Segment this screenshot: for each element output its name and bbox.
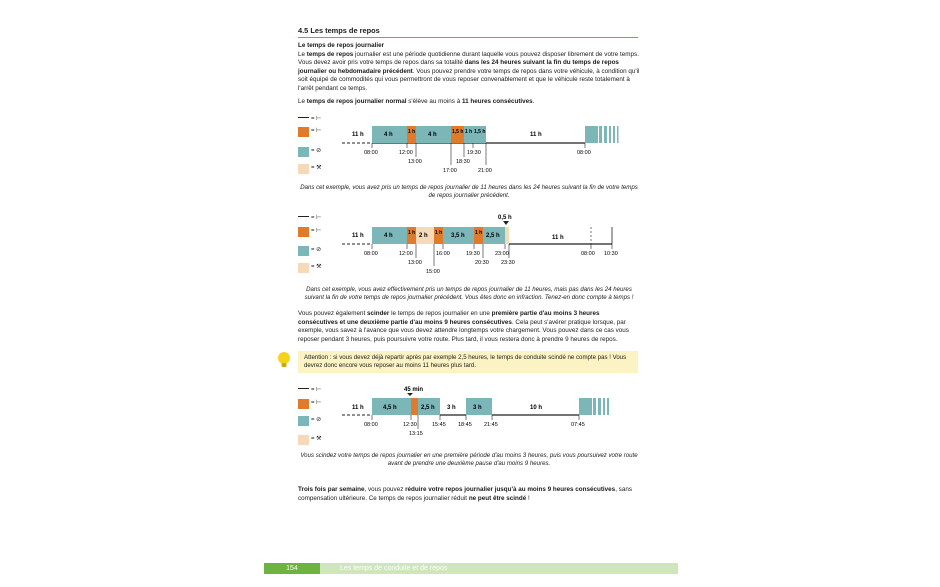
caption-1: Dans cet exemple, vous avez pris un temps de repos journalier de 11 heures dans les 24 heures suivant la fin de votre temps de repos journalier précédent. (300, 184, 638, 199)
bar-label: 11 h (352, 405, 364, 411)
text-run: Vous pouvez également (298, 310, 367, 317)
time-labels (364, 143, 591, 174)
time-label: 13:00 (408, 260, 422, 266)
bar-label: 11 h (530, 132, 542, 138)
bar-label: 11 h (552, 235, 564, 241)
hammer-icon: = ⚒ (311, 436, 322, 442)
time-label: 12:00 (399, 251, 413, 257)
tip-text: Attention : si vous devez déjà repartir après par exemple 2,5 heures, le temps de conduite scindé ne compte pas ! Vous devrez donc encore vous reposer au moins 11 heures plus tard. (304, 354, 627, 369)
bed-icon: = ⊢ (311, 215, 322, 221)
arrow-down-icon (503, 221, 509, 225)
rest-stripe (599, 126, 602, 143)
time-label: 12:00 (399, 150, 413, 156)
hammer-icon: = ⚒ (311, 165, 322, 171)
time-label: 23:30 (501, 260, 515, 266)
rest-stripe (604, 126, 607, 143)
time-label: 10:30 (604, 251, 618, 257)
driving-swatch (298, 127, 309, 137)
bold-text: temps de repos (306, 50, 354, 58)
time-label: 07:45 (571, 422, 585, 428)
lightbulb-icon (276, 351, 292, 369)
time-label: 12:30 (403, 422, 417, 428)
bold-text: ne peut être scindé (468, 494, 527, 502)
time-label: 15:00 (426, 269, 440, 275)
bold-text: temps de repos journalier normal (306, 97, 407, 105)
time-label: 21:00 (478, 168, 492, 174)
time-label: 23:00 (495, 251, 509, 257)
bold-text: Trois fois par semaine (298, 486, 365, 493)
intro-paragraph-1 (298, 51, 640, 94)
time-label: 16:00 (436, 251, 450, 257)
time-labels (364, 415, 585, 437)
text-run: journalier est une période quotidienne durant laquelle vous pouvez disposer librement de votre temps. Vous devez avoir pris votre temps de repos dans sa totalité (298, 50, 639, 67)
text-run: le temps de repos journalier en une (389, 310, 492, 317)
time-labels (364, 244, 618, 275)
time-label: 19:30 (466, 251, 480, 257)
rest-stripe (593, 398, 596, 415)
time-label: 17:00 (443, 168, 457, 174)
text-run: , vous pouvez (364, 486, 406, 493)
driving-swatch (298, 227, 309, 237)
steering-icon: = ⊢ (311, 400, 322, 406)
work-bar (505, 227, 509, 244)
reduce-paragraph (298, 486, 640, 503)
bar-label: 2,5 h (486, 233, 500, 239)
bar-label: 2,5 h (421, 405, 435, 411)
time-label: 08:00 (364, 251, 378, 257)
split-paragraph (298, 310, 640, 344)
hammer-icon: = ⚒ (311, 264, 322, 270)
bar-label: 11 h (352, 132, 364, 138)
rest-stripe (598, 398, 601, 415)
bar-label: 10 h (530, 405, 543, 411)
page-number: 154 (264, 563, 320, 574)
bar-label: 1 h (408, 230, 416, 236)
bar-label: 11 h (352, 233, 364, 239)
rest-line-icon (298, 117, 309, 118)
text-run: Le (298, 50, 307, 58)
bar-label: 4 h (428, 132, 437, 138)
time-label: 18:45 (458, 422, 472, 428)
text-run: . Cela peut s'avérer pratique lorsque, par exemple, vous savez à l'avance que vous devez attendre longtemps votre chargement. Vous pouvez dans ce cas vous reposer pendant 3 heures, puis poursuivre votre route. Plus tard, il vous restera donc à prendre 9 heures de repos. (298, 318, 629, 343)
tip-box (298, 351, 638, 373)
time-label: 13:15 (409, 431, 423, 437)
bar-label: 1 h (475, 230, 483, 236)
caption-2: Dans cet exemple, vous avez effectivement pris un temps de repos journalier de 11 heures, mais pas dans les 24 heures suivant la fin de votre temps de repos journalier précédent. Vous êtes donc en infraction. Tenez-en donc compte à temps ! (304, 286, 634, 301)
wheel-icon: = ⊘ (311, 417, 322, 423)
availability-swatch (298, 147, 309, 157)
rest-stripe (613, 126, 615, 143)
bold-text: réduire votre repos journalier jusqu'à au moins 9 heures consécutives (405, 486, 616, 493)
time-label: 08:00 (581, 251, 595, 257)
rest-line-icon (298, 216, 309, 217)
time-label: 08:00 (364, 150, 378, 156)
top-label: 0,5 h (498, 215, 512, 221)
section-title: 4.5 Les temps de repos (298, 26, 638, 38)
timeline-diagram-2 (340, 212, 630, 276)
text-run: s'élève au moins à (406, 97, 462, 105)
intro-text (298, 42, 640, 106)
arrow-down-icon (407, 393, 413, 396)
time-label: 15:45 (432, 422, 446, 428)
steering-icon: = ⊢ (311, 228, 322, 234)
bold-text: scinder (366, 310, 390, 317)
timeline-diagram-1 (340, 124, 630, 176)
bar-label: 4 h (384, 132, 393, 138)
timeline-diagram-3 (340, 384, 630, 444)
bold-text: dans les 24 heures suivant la fin du temps de repos journalier ou hebdomadaire précédent (298, 59, 619, 75)
bold-text: première partie d'au moins 3 heures consécutives et une deuxième partie d'au moins 9 heures consécutives (298, 310, 600, 326)
time-label: 08:00 (577, 150, 591, 156)
rest-bar-end (579, 398, 592, 415)
text-run: . Vous pouvez prendre votre temps de repos dans votre véhicule, à condition qu'il soit équipé de commodités qui vous permettront de vous reposer convenablement et que le véhicule reste totalement à l'arrêt pendant ce temps. (298, 67, 640, 92)
chapter-footer: Les temps de conduite et de repos (320, 563, 678, 574)
bar-label: 1 h (408, 129, 416, 135)
rest-stripe (609, 126, 611, 143)
time-label: 13:00 (408, 159, 422, 165)
rest-stripe (603, 398, 605, 415)
time-label: 19:30 (467, 150, 481, 156)
availability-swatch (298, 246, 309, 256)
time-label: 21:45 (484, 422, 498, 428)
bar-label: 4 h (384, 233, 393, 239)
availability-swatch (298, 416, 309, 426)
bar-label: 3,5 h (451, 233, 465, 239)
steering-icon: = ⊢ (311, 128, 322, 134)
wheel-icon: = ⊘ (311, 148, 322, 154)
bar-label: 2 h (419, 233, 428, 239)
bar-label: 3 h (473, 405, 482, 411)
caption-3: Vous scindez votre temps de repos journalier en une première période d'au moins 3 heures, puis vous poursuivez votre route avant de prendre une deuxième pause d'au moins 9 heures. (300, 452, 638, 467)
work-swatch (298, 435, 309, 445)
rest-line-icon (298, 388, 309, 389)
bar-label: 1,5 h (474, 129, 486, 135)
intro-paragraph-2 (298, 98, 640, 107)
subheading: Le temps de repos journalier (298, 42, 385, 49)
rest-bar-end (585, 126, 598, 143)
work-swatch (298, 164, 309, 174)
bar-label: 1 h (435, 230, 443, 236)
driving-bar (411, 398, 418, 415)
time-label: 08:00 (364, 422, 378, 428)
bold-text: 11 heures consécutives (461, 97, 533, 105)
bed-icon: = ⊢ (311, 387, 322, 393)
time-label: 18:30 (456, 159, 470, 165)
text-run: Le (298, 97, 307, 105)
driving-swatch (298, 399, 309, 409)
top-label: 45 min (404, 387, 424, 393)
bar-label: 1,5 h (452, 129, 464, 135)
bar-label: 1 h (465, 129, 473, 135)
bar-label: 3 h (447, 405, 456, 411)
text-run: , sans compensation ultérieure. Ce temps de repos journalier réduit (298, 486, 632, 502)
text-run: . (532, 97, 535, 105)
bar-label: 4,5 h (383, 405, 397, 411)
time-label: 20:30 (475, 260, 489, 266)
wheel-icon: = ⊘ (311, 247, 322, 253)
rest-stripe (607, 398, 609, 415)
rest-stripe (617, 126, 619, 143)
bed-icon: = ⊢ (311, 116, 322, 122)
text-run: ! (526, 494, 530, 502)
work-swatch (298, 263, 309, 273)
